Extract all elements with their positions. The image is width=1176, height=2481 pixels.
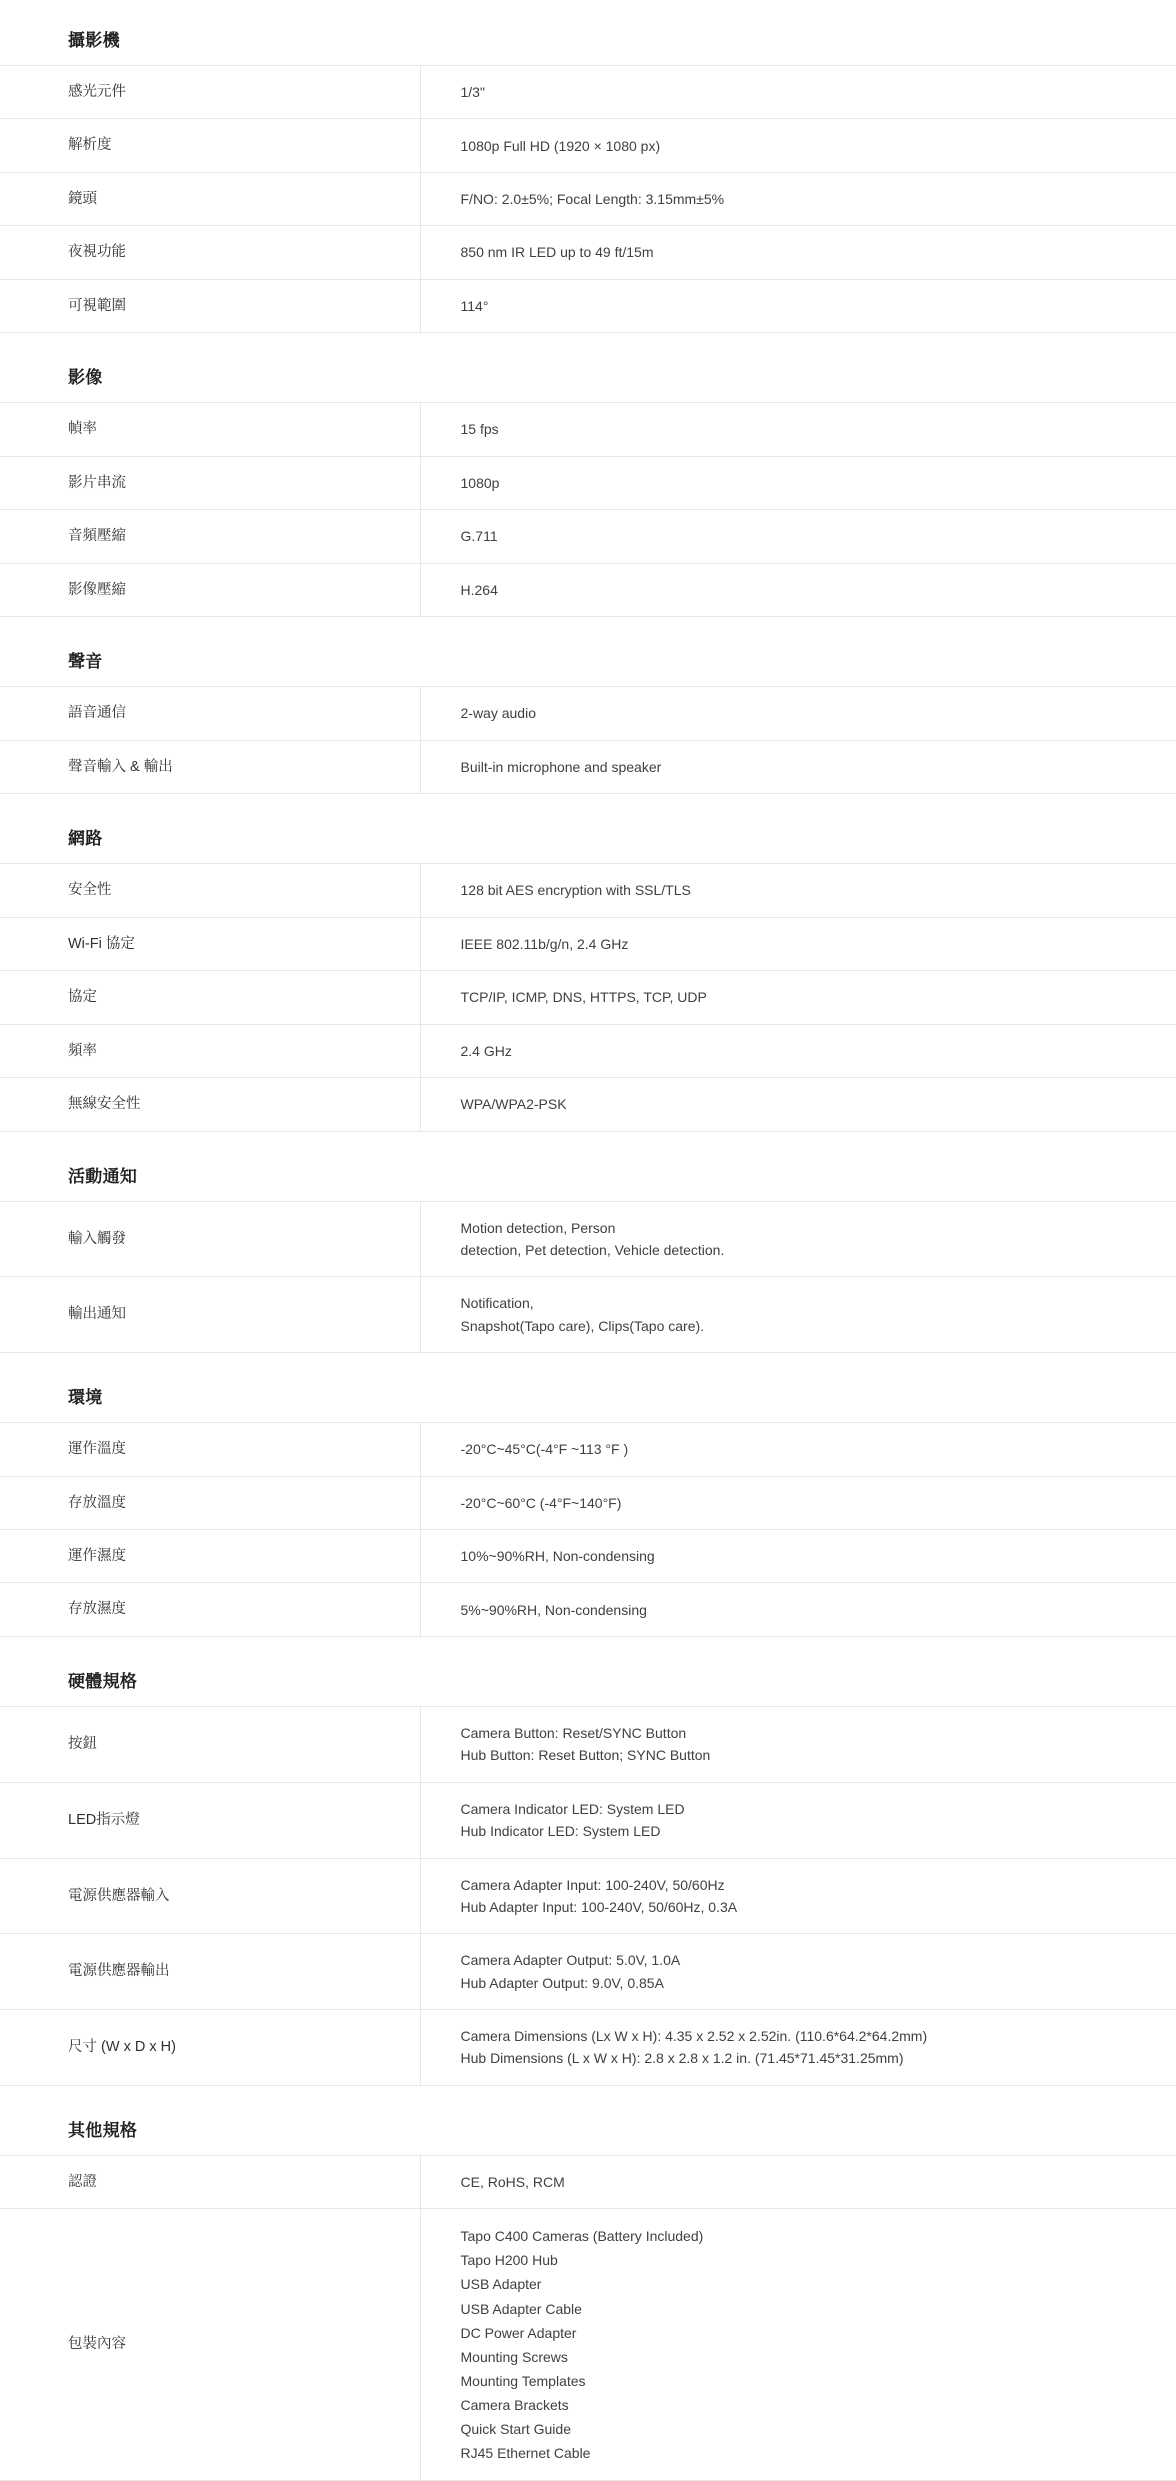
table-row: [0, 119, 1176, 172]
spec-value-line: USB Adapter: [460, 2276, 542, 2293]
spec-value-line: 128 bit AES encryption with SSL/TLS: [460, 882, 691, 899]
spec-label: 輸入觸發: [0, 1201, 420, 1277]
spec-table: [0, 1201, 1176, 1354]
spec-value-line: 5%~90%RH, Non-condensing: [460, 1601, 647, 1618]
section-title: 影像: [68, 368, 103, 388]
spec-value: [420, 1024, 1176, 1077]
table-row: [0, 1201, 1176, 1277]
spec-value-line: 1080p: [460, 474, 500, 491]
spec-value: [420, 66, 1176, 119]
spec-value: [420, 1934, 1176, 2010]
spec-value: [420, 2155, 1176, 2208]
spec-label: 影片串流: [0, 456, 420, 509]
table-row: [0, 1782, 1176, 1858]
spec-value: [420, 279, 1176, 332]
spec-label: 存放濕度: [0, 1583, 420, 1636]
spec-value-line: RJ45 Ethernet Cable: [460, 2445, 591, 2462]
spec-label: 夜視功能: [0, 226, 420, 279]
spec-value-line: TCP/IP, ICMP, DNS, HTTPS, TCP, UDP: [460, 989, 707, 1006]
spec-value-line: Mounting Templates: [460, 2372, 586, 2389]
spec-value: [420, 1277, 1176, 1353]
spec-value: [420, 403, 1176, 456]
spec-label: 認證: [0, 2155, 420, 2208]
spec-value-line: 10%~90%RH, Non-condensing: [460, 1548, 655, 1565]
spec-section: [0, 617, 1176, 794]
spec-label: Wi-Fi 協定: [0, 917, 420, 970]
table-row: [0, 226, 1176, 279]
table-row: [0, 1858, 1176, 1934]
spec-table: [0, 65, 1176, 333]
spec-value-line: Mounting Screws: [460, 2348, 568, 2365]
table-row: [0, 1024, 1176, 1077]
spec-value-line: Hub Adapter Output: 9.0V, 0.85A: [460, 1974, 664, 1991]
spec-value-line: Motion detection, Person: [460, 1219, 616, 1236]
spec-label: 音頻壓縮: [0, 510, 420, 563]
spec-table: [0, 402, 1176, 617]
spec-value-line: -20°C~45°C(-4°F ~113 °F ): [460, 1441, 629, 1458]
spec-value: [420, 687, 1176, 740]
spec-label: 感光元件: [0, 66, 420, 119]
spec-value-line: Hub Indicator LED: System LED: [460, 1823, 661, 1840]
spec-value: [420, 864, 1176, 917]
spec-value: [420, 1530, 1176, 1583]
table-row: [0, 1423, 1176, 1476]
spec-value: [420, 510, 1176, 563]
section-title: 活動通知: [68, 1166, 138, 1186]
table-row: [0, 563, 1176, 616]
table-row: [0, 2209, 1176, 2481]
spec-label: 包裝內容: [0, 2209, 420, 2481]
spec-label: 可視範圍: [0, 279, 420, 332]
spec-value-line: Notification,: [460, 1295, 534, 1312]
spec-value-line: 2.4 GHz: [460, 1042, 512, 1059]
spec-value: [420, 1583, 1176, 1636]
table-row: [0, 1277, 1176, 1353]
spec-value-line: USB Adapter Cable: [460, 2300, 582, 2317]
spec-section: [0, 794, 1176, 1131]
spec-table: [0, 1422, 1176, 1637]
spec-label: 聲音輸入 & 輸出: [0, 740, 420, 793]
spec-value-line: DC Power Adapter: [460, 2324, 577, 2341]
spec-section: [0, 1353, 1176, 1637]
spec-value: [420, 119, 1176, 172]
table-row: [0, 740, 1176, 793]
spec-value-line: CE, RoHS, RCM: [460, 2173, 565, 2190]
table-row: [0, 687, 1176, 740]
spec-label: 頻率: [0, 1024, 420, 1077]
spec-value-line: Camera Brackets: [460, 2396, 569, 2413]
spec-value-line: Tapo C400 Cameras (Battery Included): [460, 2228, 704, 2245]
spec-label: 運作濕度: [0, 1530, 420, 1583]
spec-value-line: Camera Adapter Input: 100-240V, 50/60Hz: [460, 1876, 725, 1893]
table-row: [0, 1078, 1176, 1131]
table-row: [0, 1583, 1176, 1636]
spec-value: [420, 740, 1176, 793]
spec-value-line: 850 nm IR LED up to 49 ft/15m: [460, 244, 654, 261]
table-row: [0, 172, 1176, 225]
spec-label: 幀率: [0, 403, 420, 456]
spec-label: LED指示燈: [0, 1782, 420, 1858]
spec-value-line: Quick Start Guide: [460, 2420, 571, 2437]
section-title: 環境: [68, 1388, 103, 1408]
spec-label: 無線安全性: [0, 1078, 420, 1131]
table-row: [0, 456, 1176, 509]
spec-label: 運作溫度: [0, 1423, 420, 1476]
table-row: [0, 1706, 1176, 1782]
table-row: [0, 279, 1176, 332]
spec-value-line: -20°C~60°C (-4°F~140°F): [460, 1494, 622, 1511]
spec-label: 語音通信: [0, 687, 420, 740]
spec-value: [420, 917, 1176, 970]
spec-value-line: 15 fps: [460, 421, 499, 438]
table-row: [0, 864, 1176, 917]
spec-label: 影像壓縮: [0, 563, 420, 616]
spec-value-line: Camera Indicator LED: System LED: [460, 1800, 685, 1817]
table-row: [0, 510, 1176, 563]
spec-label: 協定: [0, 971, 420, 1024]
spec-value: [420, 1423, 1176, 1476]
spec-table: [0, 2155, 1176, 2481]
spec-value-line: Camera Button: Reset/SYNC Button: [460, 1724, 687, 1741]
spec-value-line: F/NO: 2.0±5%; Focal Length: 3.15mm±5%: [460, 190, 725, 207]
spec-value-line: Camera Adapter Output: 5.0V, 1.0A: [460, 1952, 681, 1969]
table-row: [0, 971, 1176, 1024]
spec-value-line: IEEE 802.11b/g/n, 2.4 GHz: [460, 935, 629, 952]
table-row: [0, 2155, 1176, 2208]
spec-value-line: Hub Adapter Input: 100-240V, 50/60Hz, 0.3A: [460, 1898, 738, 1915]
spec-label: 尺寸 (W x D x H): [0, 2010, 420, 2086]
spec-value: [420, 172, 1176, 225]
spec-value: [420, 456, 1176, 509]
spec-value: [420, 1782, 1176, 1858]
spec-section: [0, 1132, 1176, 1354]
spec-label: 解析度: [0, 119, 420, 172]
spec-table: [0, 686, 1176, 794]
spec-value-line: 1080p Full HD (1920 × 1080 px): [460, 137, 661, 154]
spec-value: [420, 971, 1176, 1024]
spec-section: [0, 1637, 1176, 2086]
spec-value: [420, 2209, 1176, 2481]
spec-value-line: Built-in microphone and speaker: [460, 758, 662, 775]
spec-value: [420, 1706, 1176, 1782]
spec-value: [420, 226, 1176, 279]
spec-value-line: Snapshot(Tapo care), Clips(Tapo care).: [460, 1317, 705, 1334]
spec-table: [0, 1706, 1176, 2086]
spec-section: [0, 0, 1176, 333]
spec-value: [420, 2010, 1176, 2086]
table-row: [0, 917, 1176, 970]
spec-value-line: 114°: [460, 297, 489, 314]
section-title: 其他規格: [68, 2120, 138, 2140]
spec-section: [0, 333, 1176, 617]
table-row: [0, 1476, 1176, 1529]
spec-label: 電源供應器輸出: [0, 1934, 420, 2010]
section-title: 攝影機: [68, 31, 120, 50]
table-row: [0, 2010, 1176, 2086]
spec-value-line: 1/3": [460, 84, 485, 101]
spec-value-line: Tapo H200 Hub: [460, 2252, 558, 2269]
table-row: [0, 1530, 1176, 1583]
spec-table: [0, 863, 1176, 1131]
spec-value-line: Camera Dimensions (Lx W x H): 4.35 x 2.52 x 2.52in. (110.6*64.2*64.2mm): [460, 2028, 928, 2045]
spec-label: 電源供應器輸入: [0, 1858, 420, 1934]
spec-section: [0, 2086, 1176, 2481]
spec-value-line: 2-way audio: [460, 705, 536, 722]
spec-label: 按鈕: [0, 1706, 420, 1782]
section-title: 網路: [68, 829, 103, 849]
spec-value-line: detection, Pet detection, Vehicle detection.: [460, 1241, 725, 1258]
spec-value: [420, 563, 1176, 616]
table-row: [0, 403, 1176, 456]
spec-value-line: H.264: [460, 581, 498, 598]
spec-value-line: Hub Dimensions (L x W x H): 2.8 x 2.8 x 1.2 in. (71.45*71.45*31.25mm): [460, 2050, 904, 2067]
section-title: 硬體規格: [68, 1671, 138, 1691]
spec-value: [420, 1078, 1176, 1131]
spec-value: [420, 1858, 1176, 1934]
table-row: [0, 66, 1176, 119]
spec-label: 輸出通知: [0, 1277, 420, 1353]
spec-label: 鏡頭: [0, 172, 420, 225]
spec-value-line: Hub Button: Reset Button; SYNC Button: [460, 1747, 711, 1764]
spec-label: 安全性: [0, 864, 420, 917]
section-title: 聲音: [68, 652, 103, 672]
spec-value: [420, 1476, 1176, 1529]
table-row: [0, 1934, 1176, 2010]
spec-value-line: G.711: [460, 528, 498, 545]
spec-label: 存放溫度: [0, 1476, 420, 1529]
spec-value-line: WPA/WPA2-PSK: [460, 1096, 567, 1113]
spec-value: [420, 1201, 1176, 1277]
